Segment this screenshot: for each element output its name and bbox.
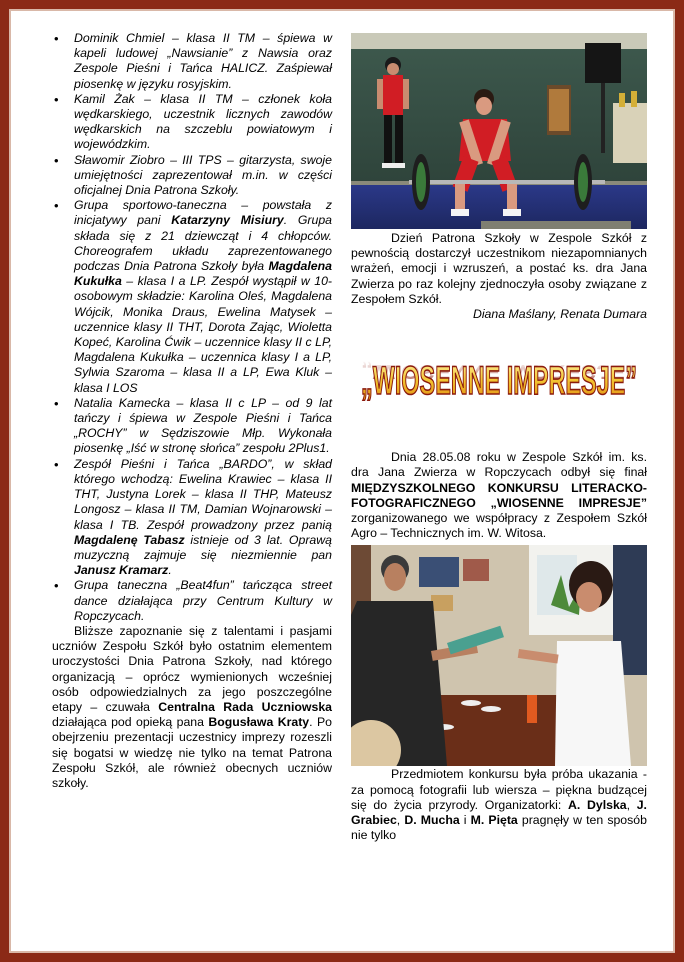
photo-caption: Dzień Patrona Szkoły w Zespole Szkół z pewnością dostarczył uczestnikom niezapomnianych wrażeń, emocji i wzruszeń, a postać ks. dra Jana Zwierza po raz kolejny zjednoczyła osoby związane z Zespołem Szkół.: [351, 231, 647, 306]
list-item: [52, 92, 332, 153]
left-column: [52, 31, 332, 791]
text-run: Przedmiotem konkursu była próba ukazania - za pomocą fotografii lub wiersza – piękna budzącej się do życia przyrody. Organizatorki:: [351, 767, 647, 812]
bold-name: A. Dylska: [568, 797, 627, 812]
heading-reflection: „WIOSENNE IMPRESJE”: [361, 360, 637, 384]
text-run: Dominik Chmiel – klasa II TM – śpiewa w kapeli ludowej „Nawsianie” z Nawsia oraz Zespole Pieśni i Tańca HALICZ. Zaśpiewał piosenkę w języku rosyjskim.: [74, 31, 332, 91]
author-signature: Diana Maślany, Renata Dumara: [472, 307, 647, 322]
text-run: zorganizowanego we współpracy z Zespołem Szkół Agro – Technicznych im. W. Witosa.: [351, 511, 647, 541]
text-run: . Grupa składa się z 21 dziewcząt i 4 chłopców. Choreografem układu zaprezentowanego podczas Dnia Patrona Szkoły była: [74, 213, 333, 274]
text-run: Zespół Pieśni i Tańca „BARDO”, w skład którego wchodzą: Ewelina Krawiec – klasa II THT, Justyna Lorek – klasa II THP, Mateusz Longosz – klasa II TM, Damian Wojnarowski – klasa I TB. Zespół prowadzony przez panią: [74, 456, 332, 532]
text-run: – klasa I a LP. Zespół wystąpił w 10-osobowym składzie: Karolina Oleś, Magdalena Wójcik, Monika Draus, Ewelina Matysek – uczennice klasy II THT, Dorota Zając, Wioletta Kopeć, Karolina Ćwik – uczennice klasy II c LP, Magdalena Kukułka – uczennica klasy I a LP, Sylwia Szaroma – klasa II a LP, Ewa Kluk – klasa I LOS: [74, 274, 332, 395]
bold-name: D. Mucha: [404, 813, 460, 828]
text-run: ,: [396, 813, 405, 828]
list-item: [52, 31, 332, 92]
list-item: [52, 198, 332, 396]
wordart-heading: [351, 332, 647, 442]
award-photo-illustration: [351, 545, 647, 766]
text-run: . Po obejrzeniu prezentacji uczestnicy imprezy rozeszli się bogatsi w wiedzę nie tylko na temat Patrona Zespołu Szkół, ale również obecnych uczniów szkoły.: [52, 715, 332, 790]
list-item: [52, 457, 332, 579]
weightlifting-photo: [351, 33, 647, 229]
bold-name: Bogusława Kraty: [208, 715, 310, 730]
text-run: Grupa sportowo-taneczna – powstała z inicjatywy pani: [74, 198, 332, 228]
list-item: [52, 153, 332, 199]
text-run: Grupa taneczna „Beat4fun” tańcząca street dance działająca przy Centrum Kultury w Ropczycach.: [74, 578, 332, 623]
bold-name: J. Grabiec: [351, 797, 647, 828]
text-run: Bliższe zapoznanie się z talentami i pasjami uczniów Zespołu Szkół było ostatnim elementem uroczystości Dnia Patrona Szkoły, nad którego organizacją – oprócz wymienionych wcześniej osób odpowiedzialnych za jego poszczególne etapy – czuwała: [52, 623, 332, 714]
text-run: ,: [626, 797, 637, 812]
text-run: Sławomir Ziobro – III TPS – gitarzysta, swoje umiejętności zaprezentował m.in. w części oficjalnej Dnia Patrona Szkoły.: [74, 152, 332, 198]
bold-name: Janusz Kramarz: [74, 563, 169, 578]
bold-name: MIĘDZYSZKOLNEGO KONKURSU LITERACKO-FOTOGRAFICZNEGO „WIOSENNE IMPRESJE”: [351, 480, 647, 510]
text-run: i: [459, 813, 471, 828]
talent-list: [52, 31, 332, 624]
text-run: .: [168, 563, 172, 578]
weightlifting-photo-illustration: [351, 33, 647, 229]
heading-title: „WIOSENNE IMPRESJE”: [361, 359, 637, 404]
award-photo: [351, 545, 647, 766]
wordart-heading-svg: [351, 332, 647, 442]
text-run: Natalia Kamecka – klasa II c LP – od 9 lat tańczy i śpiewa w Zespole Pieśni i Tańca „ROCHY” w Sędziszowie Młp. Wykonała piosenkę „Iść w stronę słońca” zespołu 2Plus1.: [74, 395, 332, 456]
text-run: istnieje od 3 lat. Oprawą muzyczną zajmuje się niezmiennie pan: [74, 532, 332, 562]
list-item: [52, 578, 332, 624]
closing-paragraph: [52, 624, 332, 791]
text-run: Dnia 28.05.08 roku w Zespole Szkół im. ks. dra Jana Zwierza w Ropczycach odbył się finał: [351, 450, 647, 480]
text-run: Kamil Żak – klasa II TM – członek koła wędkarskiego, uczestnik licznych zawodów wędkarskich na szczeblu powiatowym i wojewódzkim.: [74, 91, 332, 152]
contest-paragraph: [351, 450, 647, 541]
bold-name: Centralna Rada Uczniowska: [158, 699, 332, 714]
bold-name: Katarzyny Misiury: [171, 213, 284, 228]
list-item: [52, 396, 332, 457]
text-run: działająca pod opieką pana: [52, 715, 209, 730]
bold-name: Magdalena Kukułka: [74, 259, 332, 289]
bold-name: Magdalenę Tabasz: [74, 532, 185, 547]
contest-description: [351, 767, 647, 843]
bold-name: M. Pięta: [470, 813, 518, 828]
text-run: pragnęły w ten sposób nie tylko: [351, 813, 647, 843]
right-column: [351, 33, 647, 843]
